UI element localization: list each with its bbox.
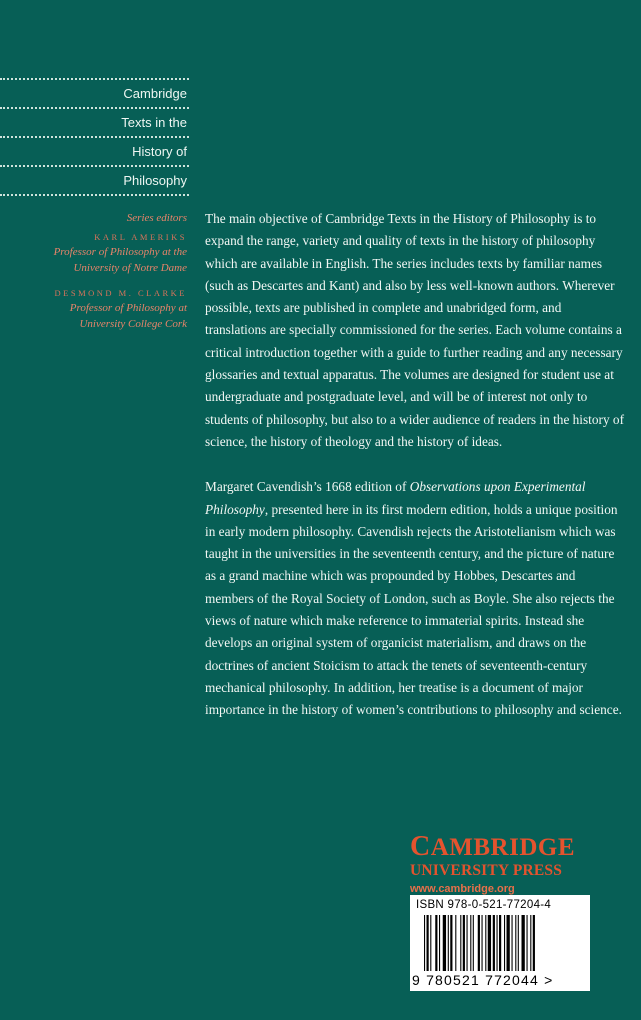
barcode-bar [443, 915, 446, 971]
barcode-bar [478, 915, 480, 971]
barcode-bar [512, 915, 513, 971]
barcode-bar [463, 915, 465, 971]
barcode-bar [527, 915, 528, 971]
series-description: The main objective of Cambridge Texts in the History of Philosophy is to expand the range, variety and quality of texts in the history of philosophy which are available in English. The series includes texts by familiar names (such as Descartes and Kant) and also by less well-known authors. Wherever possible, texts are published in complete and unabridged form, and translations are specially commissioned for the series. Each volume contains a critical introduction together with a guide to further reading and any necessary glossaries and textual apparatus. The volumes are designed for student use at undergraduate and postgraduate level, and will be of interest not only to students of philosophy, but also to a wider audience of readers in the history of science, the history of theology and the history of ideas. [205, 211, 625, 449]
barcode-bar [522, 915, 525, 971]
series-title-line: Philosophy [123, 173, 187, 188]
barcode-bar [482, 915, 483, 971]
series-title-line: Texts in the [121, 115, 187, 130]
barcode-bar [518, 915, 519, 971]
book-title: Observations upon Experimental Philosophy [205, 479, 586, 517]
series-title-line: History of [132, 144, 187, 159]
publisher-url: www.cambridge.org [410, 882, 515, 895]
publisher-name: CAMBRIDGE [410, 831, 576, 862]
description-rest: , presented here in its first modern edition, holds a unique position in early modern philosophy. Cavendish rejects the Aristotelianism which was taught in the universities in the seventeenth century, and the picture of nature as a grand machine which was propounded by Hobbes, Descartes and members of the Royal Society of London, such as Boyle. She also rejects the views of nature which make reference to immaterial spirits. Instead she develops an original system of organicist materialism, and draws on the doctrines of ancient Stoicism to attack the tenets of seventeenth-century mechanical philosophy. In addition, her treatise is a document of major importance in the history of women’s contributions to philosophy and science. [205, 501, 622, 718]
description-lead: Margaret Cavendish’s 1668 edition of [205, 479, 410, 495]
blurb [205, 208, 625, 745]
editor-affiliation: University of Notre Dame [73, 262, 187, 274]
isbn-label: ISBN 978-0-521-77204-4 [416, 899, 552, 911]
barcode-bar [497, 915, 498, 971]
barcode-bar [424, 915, 425, 971]
barcode-bar [530, 915, 531, 971]
barcode-bar [435, 915, 437, 971]
editor-affiliation: Professor of Philosophy at the [53, 246, 187, 258]
book-description [205, 476, 625, 721]
editor-affiliation: University College Cork [79, 318, 187, 330]
barcode-digits: 9 780521 772044 > [412, 972, 554, 988]
barcode-bar [515, 915, 516, 971]
editor-name: DESMOND M. CLARKE [54, 288, 187, 298]
barcode-bar [450, 915, 452, 971]
series-editors [0, 210, 187, 332]
barcode-bar [470, 915, 471, 971]
isbn-barcode [410, 895, 590, 991]
series-title-block [0, 78, 189, 196]
barcode-bar [473, 915, 474, 971]
barcode-bar [455, 915, 456, 971]
barcode-bar [439, 915, 440, 971]
barcode-bar [507, 915, 510, 971]
barcode-bar [448, 915, 449, 971]
barcode-bar [533, 915, 535, 971]
series-title-line: Cambridge [123, 86, 187, 101]
editor-name: KARL AMERIKS [94, 232, 187, 242]
publisher-press: UNIVERSITY PRESS [410, 862, 563, 879]
barcode-bar [499, 915, 501, 971]
barcode-bar [467, 915, 468, 971]
barcode-bar [427, 915, 429, 971]
barcode-bar [504, 915, 505, 971]
barcode-bar [493, 915, 495, 971]
barcode-bar [488, 915, 491, 971]
dotted-divider [0, 194, 189, 196]
publisher-logo [410, 833, 585, 895]
series-editors-heading: Series editors [126, 212, 187, 224]
editor-affiliation: Professor of Philosophy at [69, 302, 187, 314]
barcode-bar [460, 915, 461, 971]
barcode-bar [430, 915, 431, 971]
barcode-bar [485, 915, 486, 971]
